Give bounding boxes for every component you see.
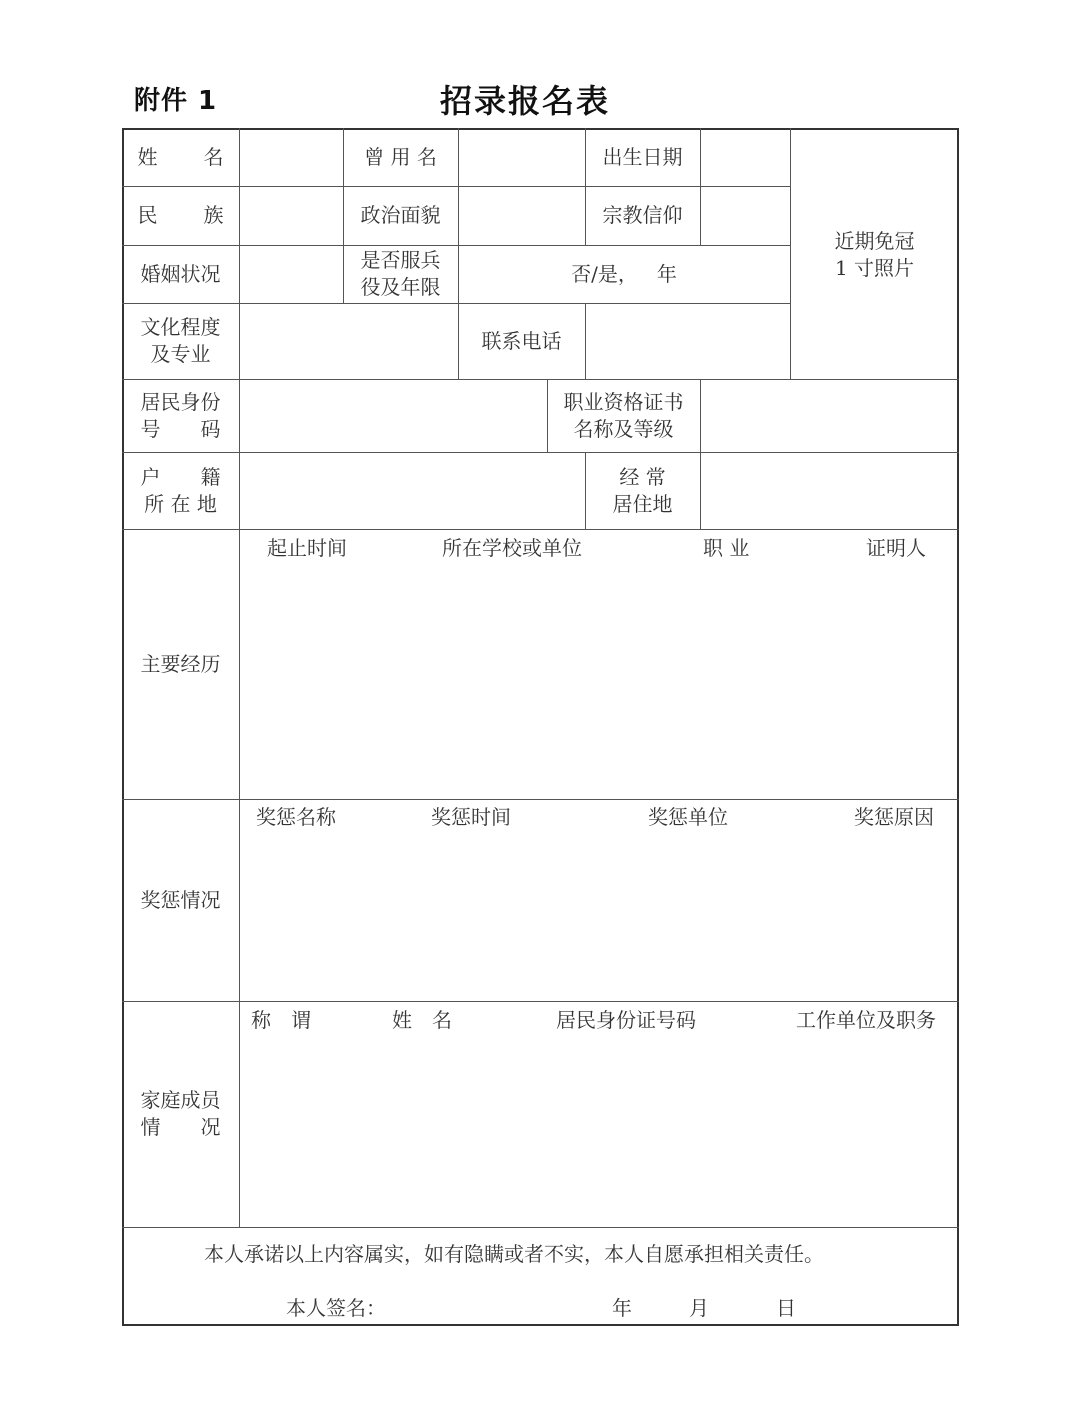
military-service-label-line: 是否服兵 — [360, 248, 441, 272]
name-label-char: 姓 — [137, 144, 158, 169]
education-field[interactable] — [240, 304, 458, 379]
photo-label-line: 1 寸照片 — [834, 256, 915, 280]
date-day-label: 日 — [776, 1296, 796, 1320]
ethnicity-label-char: 民 — [137, 203, 158, 227]
military-service-label — [343, 245, 458, 303]
birth-date-field[interactable] — [701, 129, 790, 186]
date-year-label: 年 — [612, 1296, 632, 1320]
rewards-field[interactable] — [240, 830, 959, 1001]
qualification-field[interactable] — [701, 380, 959, 452]
family-col-id-number: 居民身份证号码 — [556, 1008, 696, 1032]
pledge-statement: 本人承诺以上内容属实，如有隐瞒或者不实，本人自愿承担相关责任。 — [204, 1242, 824, 1266]
family-label-line: 家庭成员 — [140, 1088, 221, 1112]
phone-label: 联系电话 — [481, 328, 562, 353]
military-service-label-line: 役及年限 — [360, 275, 441, 299]
marital-status-field[interactable] — [240, 246, 343, 303]
education-label — [122, 303, 239, 379]
name-label-char: 名 — [203, 144, 224, 169]
row-divider — [122, 529, 959, 530]
rewards-col-time: 奖惩时间 — [431, 805, 511, 829]
military-service-field[interactable]: 否/是， 年 — [571, 261, 677, 286]
row-divider — [122, 1227, 959, 1228]
ethnicity-field[interactable] — [240, 187, 343, 245]
residence-label-line: 居住地 — [612, 491, 673, 516]
qualification-label-line: 职业资格证书 — [563, 389, 684, 414]
id-label-line: 居民身份 — [140, 389, 221, 414]
family-col-employer-position: 工作单位及职务 — [796, 1008, 936, 1032]
household-label — [122, 452, 239, 529]
signature-field[interactable] — [390, 1288, 590, 1318]
name-label — [122, 128, 239, 186]
family-field[interactable] — [240, 1032, 959, 1227]
residence-field[interactable] — [701, 453, 959, 529]
id-number-label — [122, 379, 239, 452]
political-status-label: 政治面貌 — [360, 203, 441, 227]
ethnicity-label — [122, 186, 239, 245]
rewards-label: 奖惩情况 — [140, 887, 221, 912]
religion-label: 宗教信仰 — [602, 203, 683, 227]
religion-field[interactable] — [701, 187, 790, 245]
ethnicity-label-char: 族 — [203, 203, 224, 227]
residence-label — [585, 452, 700, 529]
rewards-col-unit: 奖惩单位 — [648, 805, 728, 829]
phone-field[interactable] — [586, 304, 790, 379]
experience-field[interactable] — [240, 560, 959, 799]
rewards-col-reason: 奖惩原因 — [854, 805, 934, 829]
experience-col-period: 起止时间 — [267, 536, 347, 560]
row-divider — [122, 799, 959, 800]
id-label-line: 号 码 — [140, 416, 221, 441]
family-label — [122, 1001, 239, 1227]
qualification-label-line: 名称及等级 — [573, 416, 674, 441]
row-divider — [122, 1001, 959, 1002]
id-number-field[interactable] — [240, 380, 547, 452]
former-name-field[interactable] — [459, 129, 585, 186]
family-col-relation: 称 谓 — [251, 1008, 311, 1032]
experience-col-reference: 证明人 — [866, 536, 926, 560]
experience-col-organization: 所在学校或单位 — [442, 536, 582, 560]
marital-status-label: 婚姻状况 — [140, 261, 221, 286]
household-field[interactable] — [240, 453, 585, 529]
birth-date-label: 出生日期 — [602, 144, 683, 169]
residence-label-line: 经 常 — [619, 464, 666, 489]
family-label-line: 情 况 — [140, 1115, 221, 1139]
former-name-label: 曾 用 名 — [364, 144, 437, 169]
date-month-label: 月 — [689, 1296, 709, 1320]
education-label-line: 及专业 — [150, 342, 211, 366]
name-field[interactable] — [240, 129, 343, 186]
signature-label: 本人签名： — [286, 1296, 386, 1320]
political-status-field[interactable] — [459, 187, 585, 245]
household-label-line: 所 在 地 — [144, 491, 217, 516]
form-title: 招录报名表 — [440, 82, 611, 120]
photo-label-line: 近期免冠 — [834, 229, 915, 253]
education-label-line: 文化程度 — [140, 315, 221, 339]
photo-placeholder[interactable] — [790, 225, 959, 285]
experience-label: 主要经历 — [140, 651, 221, 676]
experience-col-occupation: 职 业 — [703, 536, 750, 560]
family-col-name: 姓 名 — [392, 1008, 452, 1032]
rewards-col-name: 奖惩名称 — [256, 805, 336, 829]
household-label-line: 户 籍 — [140, 464, 221, 489]
qualification-label — [547, 379, 700, 452]
attachment-label: 附件 1 — [134, 86, 218, 116]
